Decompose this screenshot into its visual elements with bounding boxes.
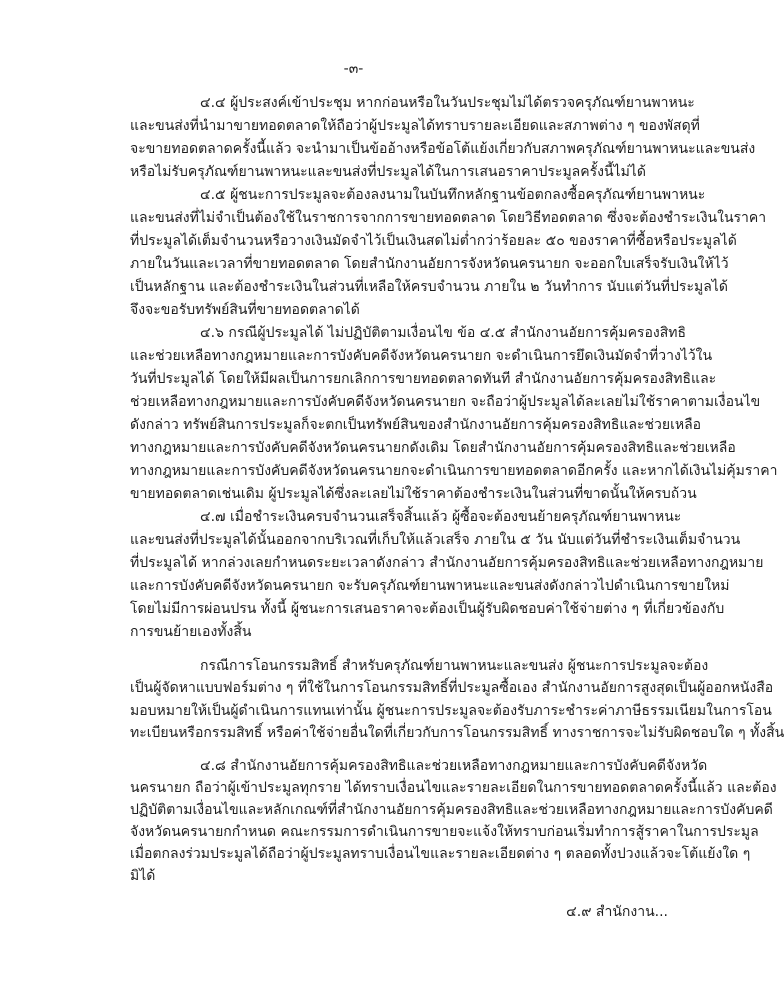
- text-line: ขายทอดตลาดเช่นเดิม ผู้ประมูลได้ซึ่งละเลยไม่ใช้ราคาต้องชำระเงินในส่วนที่ขาดนั้นให้ครบถ้วน: [130, 486, 697, 502]
- text-line: มอบหมายให้เป็นผู้ดำเนินการแทนเท่านั้น ผู้ชนะการประมูลจะต้องรับภาระชำระค่าภาษีธรรมเนียมในการโอน: [130, 702, 772, 719]
- text-line: โดยไม่มีการผ่อนปรน ทั้งนี้ ผู้ชนะการเสนอราคาจะต้องเป็นผู้รับผิดชอบค่าใช้จ่ายต่าง ๆ ที่เกี่ยวข้องกับ: [130, 601, 725, 617]
- text-line: และการบังคับคดีจังหวัดนครนายก จะรับครุภัณฑ์ยานพาหนะและขนส่งดังกล่าวไปดำเนินการขายใหม่: [130, 578, 730, 594]
- text-line: ภายในวันและเวลาที่ขายทอดตลาด โดยสำนักงานอัยการจังหวัดนครนายก จะออกใบเสร็จรับเงินให้ไว้: [130, 256, 729, 272]
- text-line: ทะเบียนหรือกรรมสิทธิ์ หรือค่าใช้จ่ายอื่นใดที่เกี่ยวกับการโอนกรรมสิทธิ์ ทางราชการจะไม่รับผิดชอบใด ๆ ทั้งสิ้น: [130, 724, 784, 741]
- page-number: -๓-: [343, 61, 364, 77]
- text-line: กรณีการโอนกรรมสิทธิ์ สำหรับครุภัณฑ์ยานพาหนะและขนส่ง ผู้ชนะการประมูลจะต้อง: [200, 658, 709, 674]
- text-line: ๔.๔ ผู้ประสงค์เข้าประชุม หากก่อนหรือในวันประชุมไม่ได้ตรวจครุภัณฑ์ยานพาหนะ: [200, 95, 695, 111]
- text-line: และขนส่งที่นำมาขายทอดตลาดให้ถือว่าผู้ประมูลได้ทราบรายละเอียดและสภาพต่าง ๆ ของพัสดุที่: [130, 118, 700, 134]
- text-line: และขนส่งที่ประมูลได้นั้นออกจากบริเวณที่เก็บให้แล้วเสร็จ ภายใน ๕ วัน นับแต่วันที่ชำระเงินเต็มจำนวน: [130, 532, 741, 548]
- continuation-marker: ๔.๙ สำนักงาน...: [566, 904, 668, 920]
- text-line: ๔.๗ เมื่อชำระเงินครบจำนวนเสร็จสิ้นแล้ว ผู้ซื้อจะต้องขนย้ายครุภัณฑ์ยานพาหนะ: [200, 509, 682, 525]
- clauses-4-4-to-4-7: [0, 92, 778, 644]
- text-line: การขนย้ายเองทั้งสิ้น: [130, 624, 252, 640]
- text-line: ๔.๘ สำนักงานอัยการคุ้มครองสิทธิและช่วยเหลือทางกฎหมายและการบังคับคดีจังหวัด: [200, 758, 708, 774]
- text-line: เมื่อตกลงร่วมประมูลได้ถือว่าผู้ประมูลทราบเงื่อนไขและรายละเอียดต่าง ๆ ตลอดทั้งปวงแล้วจะโต้แย้งใด ๆ: [130, 846, 751, 862]
- text-line: ปฏิบัติตามเงื่อนไขและหลักเกณฑ์ที่สำนักงานอัยการคุ้มครองสิทธิและช่วยเหลือทางกฎหมายและการบังคับคดี: [130, 802, 773, 818]
- text-line: เป็นผู้จัดหาแบบฟอร์มต่าง ๆ ที่ใช้ในการโอนกรรมสิทธิ์ที่ประมูลซื้อเอง สำนักงานอัยการสูงสุดเป็นผู้ออกหนังสือ: [130, 680, 774, 697]
- text-line: และขนส่งที่ไม่จำเป็นต้องใช้ในราชการจากการขายทอดตลาด โดยวิธีทอดตลาด ซึ่งจะต้องชำระเงินในราคา: [130, 210, 767, 226]
- text-line: เป็นหลักฐาน และต้องชำระเงินในส่วนที่เหลือให้ครบจำนวน ภายใน ๒ วันทำการ นับแต่วันที่ประมูลได้: [130, 279, 728, 295]
- clause-4-7: [0, 506, 764, 644]
- clause-4-6: [0, 322, 778, 506]
- text-line: หรือไม่รับครุภัณฑ์ยานพาหนะและขนส่งที่ประมูลได้ในการเสนอราคาประมูลครั้งนี้ไม่ได้: [130, 164, 646, 180]
- text-line: จังหวัดนครนายกกำหนด คณะกรรมการดำเนินการขายจะแจ้งให้ทราบก่อนเริ่มทำการสู้ราคาในการประมูล: [130, 824, 759, 840]
- clause-4-4: [0, 92, 756, 184]
- text-line: จะขายทอดตลาดครั้งนี้แล้ว จะนำมาเป็นข้ออ้างหรือข้อโต้แย้งเกี่ยวกับสภาพครุภัณฑ์ยานพาหนะและขนส่ง: [130, 141, 756, 157]
- clause-4-5: [0, 184, 767, 322]
- text-line: ที่ประมูลได้ หากล่วงเลยกำหนดระยะเวลาดังกล่าว สำนักงานอัยการคุ้มครองสิทธิและช่วยเหลือทางกฎหมาย: [130, 555, 764, 571]
- text-line: ทางกฎหมายและการบังคับคดีจังหวัดนครนายกดังเดิม โดยสำนักงานอัยการคุ้มครองสิทธิและช่วยเหลือ: [130, 440, 736, 456]
- text-line: วันที่ประมูลได้ โดยให้มีผลเป็นการยกเลิกการขายทอดตลาดทันที สำนักงานอัยการคุ้มครองสิทธิและ: [130, 371, 717, 387]
- ownership-transfer-paragraph: [0, 655, 784, 744]
- text-line: ที่ประมูลได้เต็มจำนวนหรือวางเงินมัดจำไว้เป็นเงินสดไม่ต่ำกว่าร้อยละ ๕๐ ของราคาที่ซื้อหรือประมูลได้: [130, 233, 737, 249]
- text-line: จึงจะขอรับทรัพย์สินที่ขายทอดตลาดได้: [130, 302, 360, 318]
- text-line: ดังกล่าว ทรัพย์สินการประมูลก็จะตกเป็นทรัพย์สินของสำนักงานอัยการคุ้มครองสิทธิและช่วยเหลือ: [130, 417, 702, 433]
- text-line: ๔.๖ กรณีผู้ประมูลได้ ไม่ปฏิบัติตามเงื่อนไข ข้อ ๔.๕ สำนักงานอัยการคุ้มครองสิทธิ: [200, 325, 687, 341]
- text-line: ทางกฎหมายและการบังคับคดีจังหวัดนครนายกจะดำเนินการขายทอดตลาดอีกครั้ง และหากได้เงินไม่คุ้มราคา: [130, 463, 778, 479]
- text-line: ช่วยเหลือทางกฎหมายและการบังคับคดีจังหวัดนครนายก จะถือว่าผู้ประมูลได้ละเลยไม่ใช้ราคาตามเงื่อนไข: [130, 394, 761, 410]
- clause-4-8: [0, 755, 777, 887]
- text-line: และช่วยเหลือทางกฎหมายและการบังคับคดีจังหวัดนครนายก จะดำเนินการยึดเงินมัดจำที่วางไว้ใน: [130, 348, 713, 364]
- text-line: มิได้: [130, 868, 156, 884]
- text-line: นครนายก ถือว่าผู้เข้าประมูลทุกราย ได้ทราบเงื่อนไขและรายละเอียดในการขายทอดตลาดครั้งนี้แล้ว และต้อง: [130, 780, 777, 796]
- text-line: ๔.๕ ผู้ชนะการประมูลจะต้องลงนามในบันทึกหลักฐานข้อตกลงซื้อครุภัณฑ์ยานพาหนะ: [200, 187, 706, 203]
